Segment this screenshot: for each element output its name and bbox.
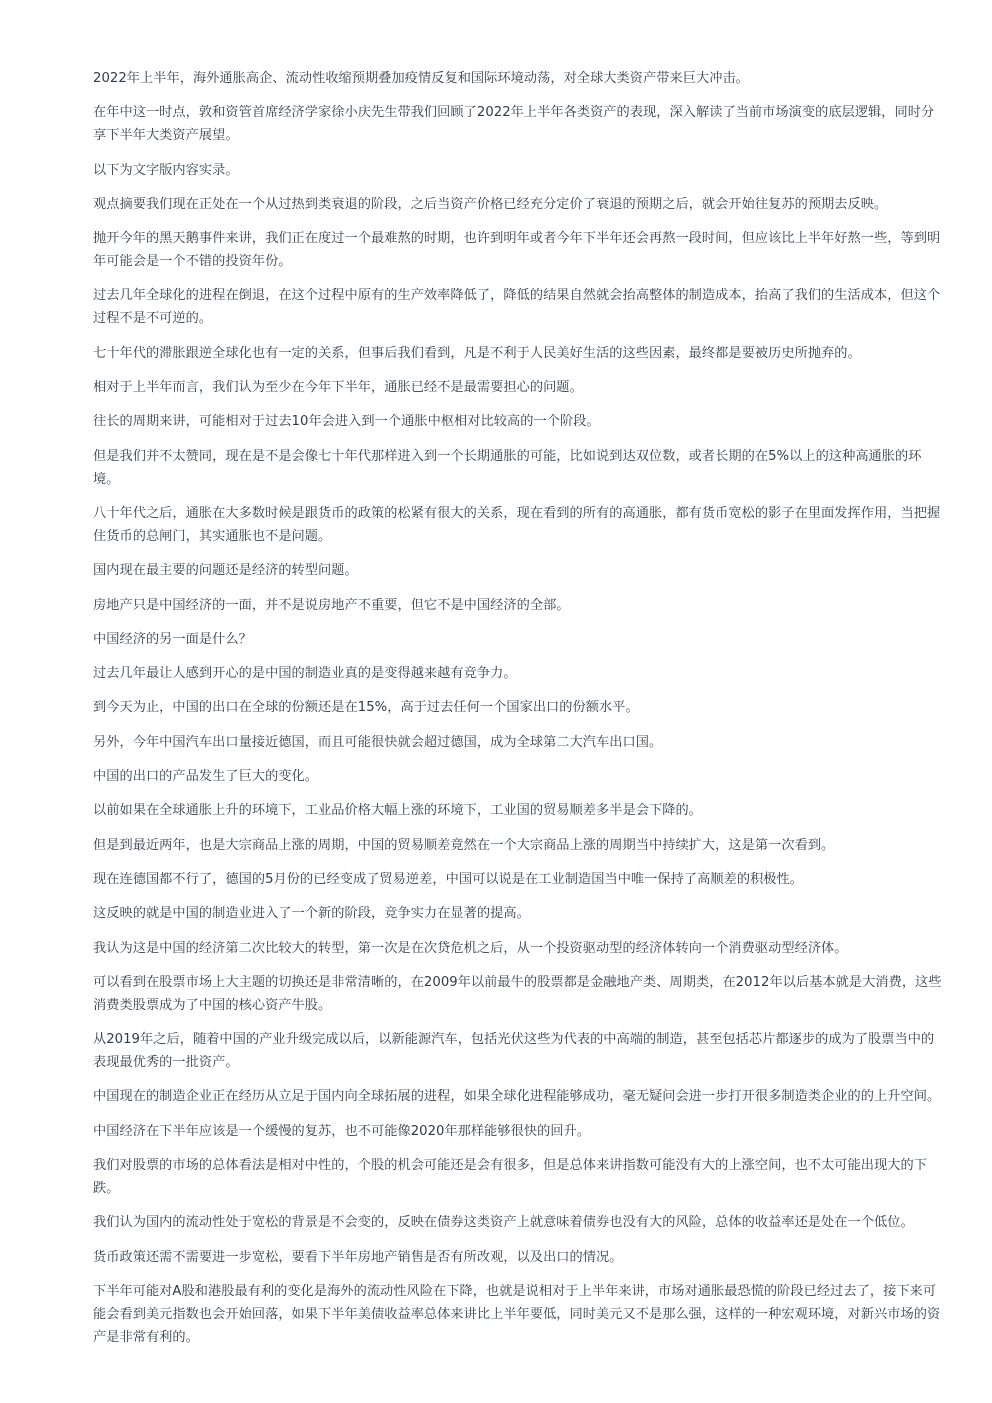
paragraph: 中国经济在下半年应该是一个缓慢的复苏，也不可能像2020年那样能够很快的回升。 xyxy=(93,1123,591,1139)
paragraph: 抛开今年的黑天鹅事件来讲，我们正在度过一个最难熬的时期，也许到明年或者今年下半年还会再熬一段时间，但应该比上半年好熬一些，等到明年可能会是一个不错的投资年份。 xyxy=(93,231,941,270)
paragraph: 相对于上半年而言，我们认为至少在今年下半年，通胀已经不是最需要担心的问题。 xyxy=(93,380,583,396)
paragraph: 以下为文字版内容实录。 xyxy=(93,162,239,178)
paragraph: 国内现在最主要的问题还是经济的转型问题。 xyxy=(93,563,358,579)
paragraph: 这反映的就是中国的制造业进入了一个新的阶段，竞争实力在显著的提高。 xyxy=(93,906,530,922)
paragraph: 中国的出口的产品发生了巨大的变化。 xyxy=(93,769,319,785)
paragraph: 下半年可能对A股和港股最有利的变化是海外的流动性风险在下降，也就是说相对于上半年来讲，市场对通胀最恐慌的阶段已经过去了，接下来可能会看到美元指数也会开始回落，如果下半年美债收益率总体来讲比上半年要低，同时美元又不是那么强，这样的一种宏观环境，对新兴市场的资产是非常有利的。 xyxy=(93,1283,941,1345)
paragraph: 过去几年最让人感到开心的是中国的制造业真的是变得越来越有竞争力。 xyxy=(93,666,517,682)
paragraph: 中国经济的另一面是什么？ xyxy=(93,631,252,647)
paragraph: 货币政策还需不需要进一步宽松，要看下半年房地产销售是否有所改观，以及出口的情况。 xyxy=(93,1249,623,1265)
paragraph: 我认为这是中国的经济第二次比较大的转型，第一次是在次贷危机之后，从一个投资驱动型的经济体转向一个消费驱动型经济体。 xyxy=(93,940,848,956)
paragraph: 过去几年全球化的进程在倒退，在这个过程中原有的生产效率降低了，降低的结果自然就会抬高整体的制造成本，抬高了我们的生活成本，但这个过程不是不可逆的。 xyxy=(93,288,941,327)
paragraph: 2022年上半年，海外通胀高企、流动性收缩预期叠加疫情反复和国际环境动荡，对全球大类资产带来巨大冲击。 xyxy=(93,71,749,86)
paragraph: 但是到最近两年，也是大宗商品上涨的周期，中国的贸易顺差竟然在一个大宗商品上涨的周期当中持续扩大，这是第一次看到。 xyxy=(93,837,835,853)
paragraph: 从2019年之后，随着中国的产业升级完成以后，以新能源汽车，包括光伏这些为代表的中高端的制造，甚至包括芯片都逐步的成为了股票当中的表现最优秀的一批资产。 xyxy=(93,1032,935,1071)
paragraph: 观点摘要我们现在正处在一个从过热到类衰退的阶段，之后当资产价格已经充分定价了衰退的预期之后，就会开始往复苏的预期去反映。 xyxy=(93,196,888,212)
paragraph: 我们对股票的市场的总体看法是相对中性的，个股的机会可能还是会有很多，但是总体来讲指数可能没有大的上涨空间，也不太可能出现大的下跌。 xyxy=(93,1158,927,1197)
paragraph: 我们认为国内的流动性处于宽松的背景是不会变的，反映在债券这类资产上就意味着债券也没有大的风险，总体的收益率还是处在一个低位。 xyxy=(93,1215,914,1231)
paragraph: 房地产只是中国经济的一面，并不是说房地产不重要，但它不是中国经济的全部。 xyxy=(93,597,570,613)
paragraph: 到今天为止，中国的出口在全球的份额还是在15%，高于过去任何一个国家出口的份额水平。 xyxy=(93,700,639,716)
paragraph: 在年中这一时点，敦和资管首席经济学家徐小庆先生带我们回顾了2022年上半年各类资产的表现，深入解读了当前市场演变的底层逻辑，同时分享下半年大类资产展望。 xyxy=(93,105,935,144)
paragraph: 八十年代之后，通胀在大多数时候是跟货币的政策的松紧有很大的关系，现在看到的所有的高通胀，都有货币宽松的影子在里面发挥作用，当把握住货币的总闸门，其实通胀也不是问题。 xyxy=(93,505,941,544)
paragraph: 以前如果在全球通胀上升的环境下，工业品价格大幅上涨的环境下，工业国的贸易顺差多半是会下降的。 xyxy=(93,803,702,819)
article-body xyxy=(93,67,943,1360)
paragraph: 另外，今年中国汽车出口量接近德国，而且可能很快就会超过德国，成为全球第二大汽车出口国。 xyxy=(93,734,663,750)
paragraph: 可以看到在股票市场上大主题的切换还是非常清晰的，在2009年以前最牛的股票都是金融地产类、周期类，在2012年以后基本就是大消费，这些消费类股票成为了中国的核心资产牛股。 xyxy=(93,974,942,1013)
paragraph: 七十年代的滞胀跟逆全球化也有一定的关系，但事后我们看到，凡是不利于人民美好生活的这些因素，最终都是要被历史所抛弃的。 xyxy=(93,345,861,361)
paragraph: 中国现在的制造企业正在经历从立足于国内向全球拓展的进程，如果全球化进程能够成功，毫无疑问会进一步打开很多制造类企业的的上升空间。 xyxy=(93,1089,941,1105)
paragraph: 但是我们并不太赞同，现在是不是会像七十年代那样进入到一个长期通胀的可能，比如说到达双位数，或者长期的在5%以上的这种高通胀的环境。 xyxy=(93,448,922,487)
paragraph: 现在连德国都不行了，德国的5月份的已经变成了贸易逆差，中国可以说是在工业制造国当中唯一保持了高顺差的积极性。 xyxy=(93,871,804,887)
paragraph: 往长的周期来讲，可能相对于过去10年会进入到一个通胀中枢相对比较高的一个阶段。 xyxy=(93,414,600,430)
